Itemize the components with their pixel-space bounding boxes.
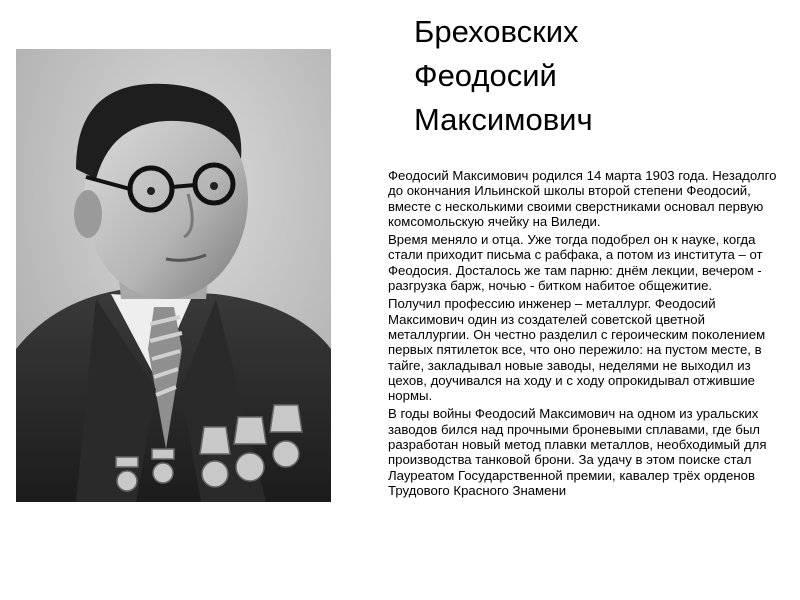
- page-title: [414, 10, 784, 142]
- portrait-illustration: [16, 49, 331, 502]
- biography-paragraph-2: Время меняло и отца. Уже тогда подобрел он к науке, когда стали приходит письма с рабфака, а потом из института – от Феодосия. Досталось же там парню: днём лекции, вечером - разгрузка барж, ночью - битком набитое общежитие.: [388, 232, 763, 294]
- biography-paragraph-1: Феодосий Максимович родился 14 марта 1903 года. Незадолго до окончания Ильинской школы второй степени Феодосий, вместе с несколькими своими сверстниками основал первую комсомольскую ячейку на Виледи.: [388, 168, 777, 229]
- title-line-surname: Бреховских: [414, 14, 579, 49]
- title-line-patronymic: Максимович: [414, 102, 593, 137]
- title-line-name: Феодосий: [414, 58, 557, 93]
- biography-paragraph-3: Получил профессию инженер – металлург. Феодосий Максимович один из создателей советской цветной металлургии. Он честно разделил с героическим поколением первых пятилеток все, что оно пережило: на пустом месте, в тайге, закладывал новые заводы, неделями не выходил из цехов, доучивался на ходу и с ходу опрокидывал отжившие нормы.: [388, 296, 766, 404]
- portrait-photo: [16, 49, 331, 502]
- biography-text: [378, 168, 790, 499]
- biography-paragraph-4: В годы войны Феодосий Максимович на одном из уральских заводов бился над прочными броневыми сплавами, где был разработан новый метод плавки металлов, необходимый для производства танковой брони. За удачу в этом поиске стал Лауреатом Государственной премии, кавалер трёх орденов Трудового Красного Знамени: [388, 406, 767, 498]
